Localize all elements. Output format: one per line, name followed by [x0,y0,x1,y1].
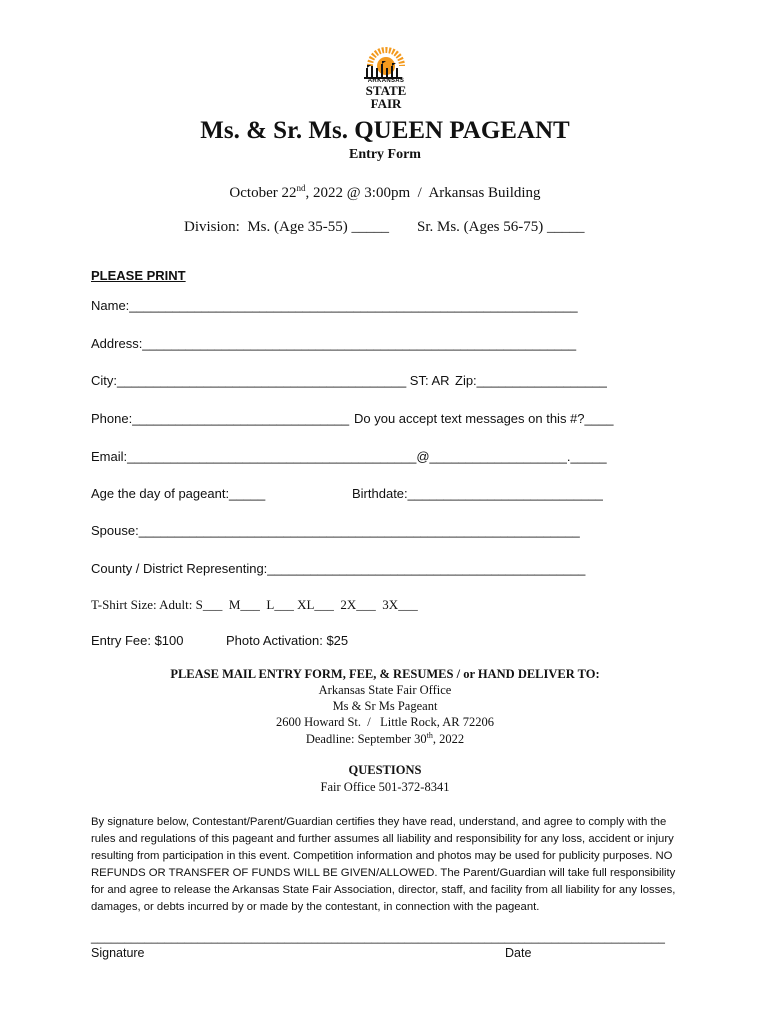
date-label: Date [505,946,532,960]
event-date-location [0,183,770,202]
tshirt-size-field[interactable]: T-Shirt Size: Adult: S___ M___ L___ XL___ 2X___ 3X___ [91,597,418,612]
event-time-location: , 2022 @ 3:00pm / Arkansas Building [305,185,541,201]
photo-activation-text: Photo Activation: $25 [226,633,349,648]
deadline-date: Deadline: September 30 [305,732,427,747]
deadline-ordinal: th [426,731,433,740]
phone-field[interactable]: Phone:______________________________ [91,411,350,426]
mail-deadline [0,731,770,747]
address-field[interactable]: Address:____________________________________________________________ [91,336,577,351]
mail-pageant: Ms & Sr Ms Pageant [332,699,438,713]
entry-fee-text: Entry Fee: $100 [91,633,184,648]
text-messages-field[interactable]: Do you accept text messages on this #?____ [354,411,614,426]
page-title: Ms. & Sr. Ms. QUEEN PAGEANT [200,117,570,144]
email-field[interactable]: Email:________________________________________@___________________._____ [91,449,607,464]
city-state-field[interactable]: City:________________________________________ ST: AR [91,373,450,388]
name-field[interactable]: Name:______________________________________________________________ [91,298,578,313]
please-print-heading: PLEASE PRINT [91,268,186,283]
age-field[interactable]: Age the day of pageant:_____ [91,486,266,501]
logo-text-arkansas: ARKANSAS [367,78,405,84]
mail-instructions-heading: PLEASE MAIL ENTRY FORM, FEE, & RESUMES / or HAND DELIVER TO: [170,667,600,681]
zip-field[interactable]: Zip:__________________ [455,373,607,388]
division-ms-field[interactable]: Division: Ms. (Age 35-55) _____ [184,219,389,235]
liability-disclaimer: By signature below, Contestant/Parent/Guardian certifies they have read, understand, and agree to comply with the rules and regulations of this pageant and further assumes all liability and responsibility for any loss, accident or injury resulting from participation in this event. Competition information and photos may be used for publicity purposes. NO REFUNDS OR TRANSFER OF FUNDS WILL BE GIVEN/ALLOWED. The Parent/Guardian will take full responsibility for and agree to release the Arkansas State Fair Association, director, staff, and facility from all liability for any losses, damages, or debts incurred by or made by the contestant, in connection with the pageant. [91,816,676,914]
questions-phone: Fair Office 501-372-8341 [320,780,450,794]
logo-text-fair: FAIR [370,96,402,111]
spouse-field[interactable]: Spouse:_____________________________________________________________ [91,523,580,538]
mail-address: 2600 Howard St. / Little Rock, AR 72206 [275,715,495,729]
deadline-year: , 2022 [432,732,465,747]
logo-text-state: STATE [365,83,407,98]
mail-office: Arkansas State Fair Office [318,683,452,697]
county-district-field[interactable]: County / District Representing:____________________________________________ [91,561,586,576]
page-subtitle: Entry Form [349,147,421,162]
signature-label: Signature [91,946,145,960]
event-date-ordinal: nd [296,183,306,193]
questions-heading: QUESTIONS [348,763,422,777]
signature-line[interactable]: ______________________________________________________________________________________ [91,930,665,944]
event-date: October 22 [229,185,297,201]
birthdate-field[interactable]: Birthdate:___________________________ [352,486,603,501]
division-sr-ms-field[interactable]: Sr. Ms. (Ages 56-75) _____ [417,219,585,235]
